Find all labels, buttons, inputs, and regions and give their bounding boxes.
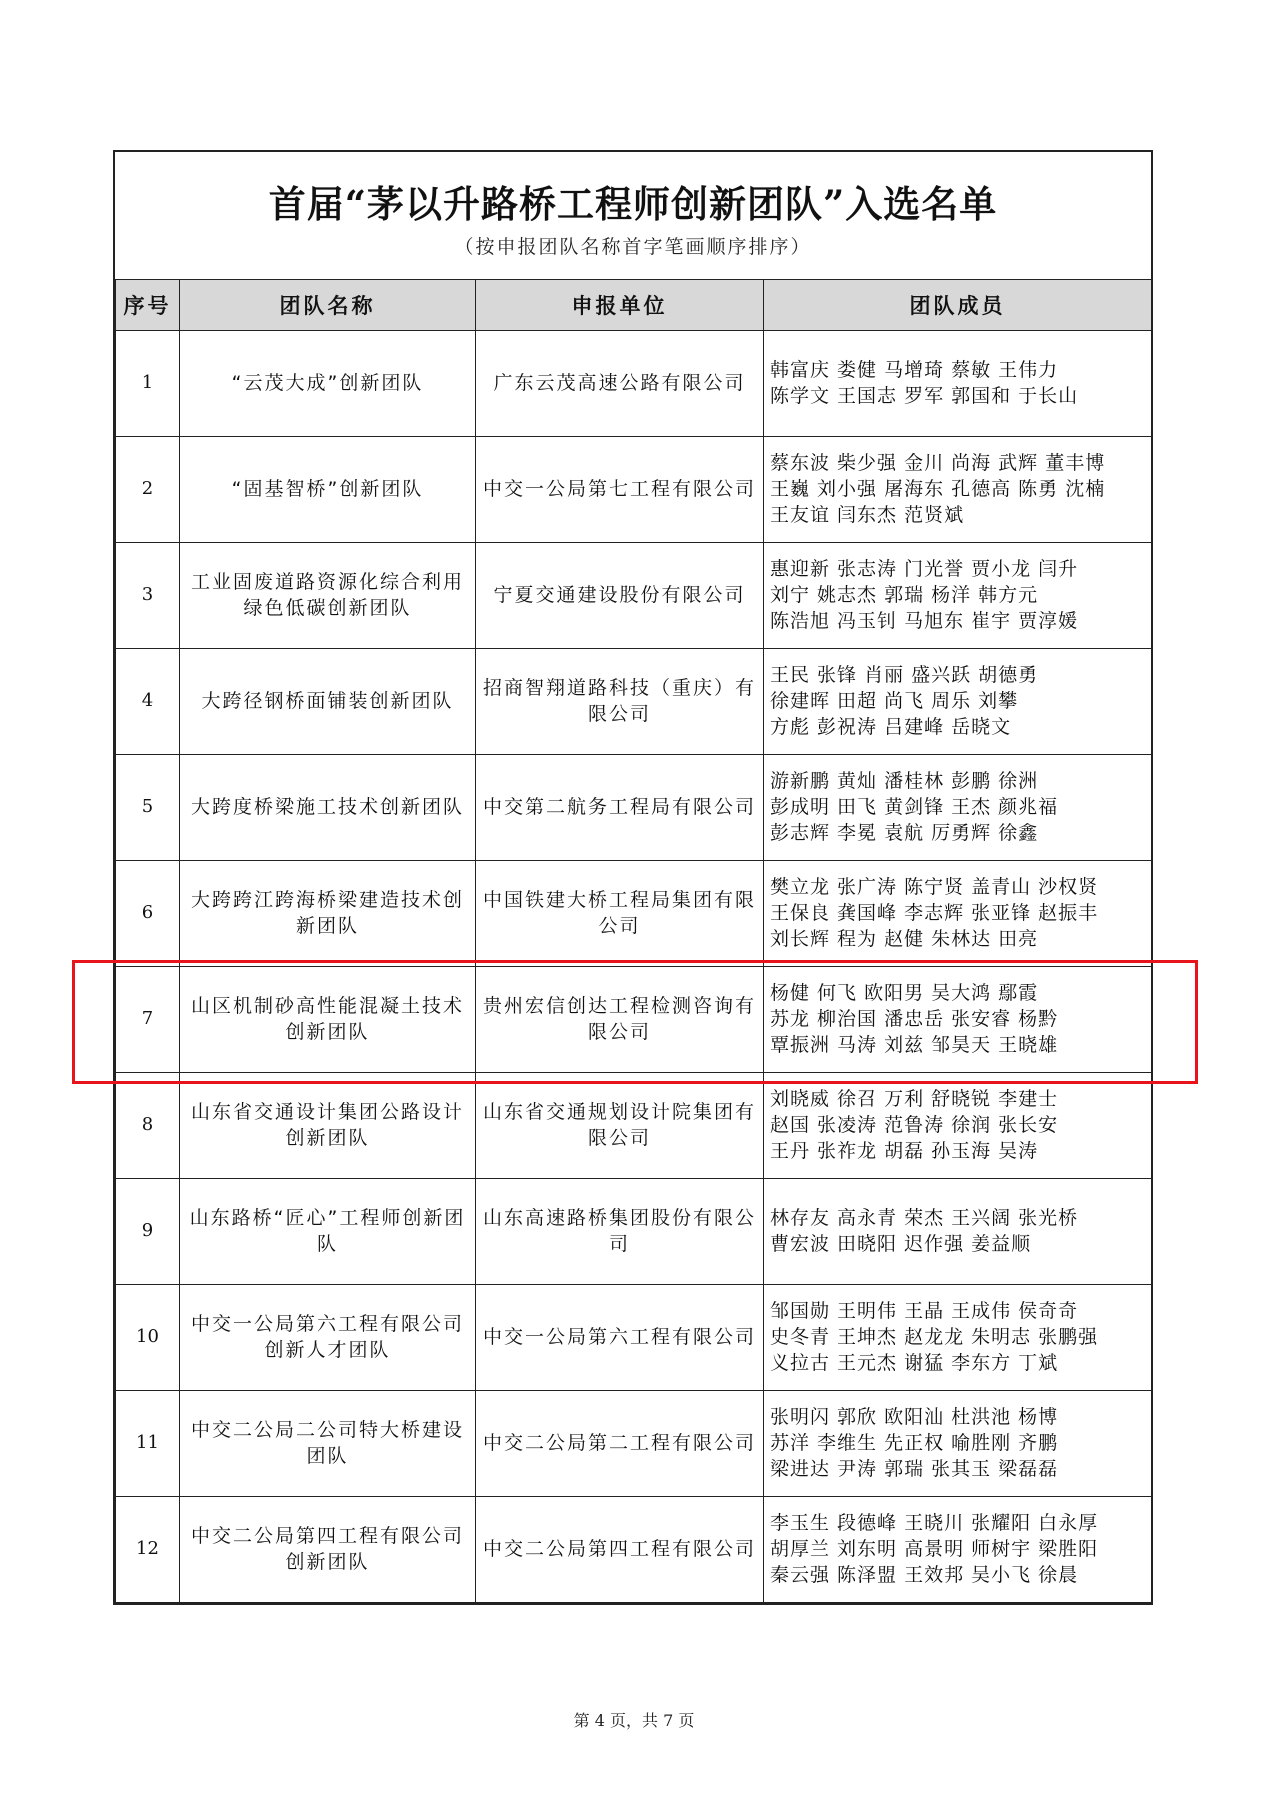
members-cell — [764, 1390, 1152, 1496]
table-row — [116, 1390, 1152, 1496]
members-cell — [764, 860, 1152, 966]
member-line: 义拉古 王元杰 谢猛 李东方 丁斌 — [770, 1352, 1059, 1374]
team-name-cell: 山东路桥“匠心”工程师创新团队 — [180, 1178, 476, 1284]
row-number: 12 — [116, 1496, 180, 1602]
member-line: 彭志辉 李冕 袁航 厉勇辉 徐鑫 — [770, 822, 1039, 844]
unit-cell: 中交一公局第六工程有限公司 — [476, 1284, 764, 1390]
unit-cell: 广东云茂高速公路有限公司 — [476, 330, 764, 436]
row-number: 5 — [116, 754, 180, 860]
member-line: 李玉生 段德峰 王晓川 张耀阳 白永厚 — [770, 1512, 1099, 1534]
member-line: 陈学文 王国志 罗军 郭国和 于长山 — [770, 385, 1079, 407]
member-line: 王友谊 闫东杰 范贤斌 — [770, 504, 965, 526]
table-row — [116, 1178, 1152, 1284]
document-subtitle: （按申报团队名称首字笔画顺序排序） — [454, 236, 812, 258]
unit-cell: 贵州宏信创达工程检测咨询有限公司 — [476, 966, 764, 1072]
table-row — [116, 1284, 1152, 1390]
member-line: 曹宏波 田晓阳 迟作强 姜益顺 — [770, 1233, 1032, 1255]
table-row — [116, 330, 1152, 436]
member-line: 杨健 何飞 欧阳男 吴大鸿 鄢霞 — [770, 982, 1039, 1004]
member-line: 林存友 高永青 荣杰 王兴阔 张光桥 — [770, 1207, 1079, 1229]
member-line: 刘宁 姚志杰 郭瑞 杨洋 韩方元 — [770, 584, 1039, 606]
team-name-cell: “固基智桥”创新团队 — [180, 436, 476, 542]
unit-cell: 中交二公局第四工程有限公司 — [476, 1496, 764, 1602]
table-row — [116, 648, 1152, 754]
member-line: 苏龙 柳治国 潘忠岳 张安睿 杨黔 — [770, 1008, 1059, 1030]
member-line: 张明闪 郭欣 欧阳汕 杜洪池 杨博 — [770, 1406, 1059, 1428]
member-line: 彭成明 田飞 黄剑锋 王杰 颜兆福 — [770, 796, 1059, 818]
member-line: 陈浩旭 冯玉钊 马旭东 崔宇 贾淳媛 — [770, 610, 1079, 632]
table-row — [116, 436, 1152, 542]
highlight-box — [72, 960, 1198, 1084]
document-title: 首届“茅以升路桥工程师创新团队”入选名单 — [268, 182, 998, 226]
row-number: 6 — [116, 860, 180, 966]
header-unit: 申报单位 — [476, 280, 764, 330]
team-name-cell: 山东省交通设计集团公路设计创新团队 — [180, 1072, 476, 1178]
member-line: 赵国 张凌涛 范鲁涛 徐润 张长安 — [770, 1114, 1059, 1136]
member-line: 秦云强 陈泽盟 王效邦 吴小飞 徐晨 — [770, 1564, 1079, 1586]
table-row — [116, 860, 1152, 966]
header-no: 序号 — [116, 280, 180, 330]
members-cell — [764, 1072, 1152, 1178]
member-line: 惠迎新 张志涛 门光誉 贾小龙 闫升 — [770, 558, 1079, 580]
members-cell — [764, 648, 1152, 754]
member-line: 梁进达 尹涛 郭瑞 张其玉 梁磊磊 — [770, 1458, 1059, 1480]
members-cell — [764, 436, 1152, 542]
member-line: 王保良 龚国峰 李志辉 张亚锋 赵振丰 — [770, 902, 1099, 924]
member-line: 蔡东波 柴少强 金川 尚海 武辉 董丰博 — [770, 452, 1106, 474]
member-line: 覃振洲 马涛 刘兹 邹昊天 王晓雄 — [770, 1034, 1059, 1056]
table-row — [116, 754, 1152, 860]
member-line: 方彪 彭祝涛 吕建峰 岳晓文 — [770, 716, 1012, 738]
members-cell — [764, 1496, 1152, 1602]
unit-cell: 中国铁建大桥工程局集团有限公司 — [476, 860, 764, 966]
member-line: 邹国勋 王明伟 王晶 王成伟 侯奇奇 — [770, 1300, 1079, 1322]
header-row — [116, 280, 1152, 330]
member-line: 韩富庆 娄健 马增琦 蔡敏 王伟力 — [770, 359, 1059, 381]
selection-list-table — [113, 150, 1153, 1605]
unit-cell: 中交第二航务工程局有限公司 — [476, 754, 764, 860]
members-cell — [764, 1178, 1152, 1284]
page-footer: 第 4 页，共 7 页 — [573, 1711, 695, 1730]
row-number: 10 — [116, 1284, 180, 1390]
member-line: 苏洋 李维生 先正权 喻胜刚 齐鹏 — [770, 1432, 1059, 1454]
row-number: 9 — [116, 1178, 180, 1284]
team-name-cell: 工业固废道路资源化综合利用绿色低碳创新团队 — [180, 542, 476, 648]
member-line: 王丹 张祚龙 胡磊 孙玉海 吴涛 — [770, 1140, 1039, 1162]
team-name-cell: 大跨度桥梁施工技术创新团队 — [180, 754, 476, 860]
table-row — [116, 1496, 1152, 1602]
row-number: 7 — [116, 966, 180, 1072]
members-cell — [764, 330, 1152, 436]
unit-cell: 山东省交通规划设计院集团有限公司 — [476, 1072, 764, 1178]
member-line: 史冬青 王坤杰 赵龙龙 朱明志 张鹏强 — [770, 1326, 1099, 1348]
member-line: 徐建晖 田超 尚飞 周乐 刘攀 — [770, 690, 1019, 712]
header-members: 团队成员 — [764, 280, 1152, 330]
member-line: 游新鹏 黄灿 潘桂林 彭鹏 徐洲 — [770, 770, 1039, 792]
unit-cell: 招商智翔道路科技（重庆）有限公司 — [476, 648, 764, 754]
row-number: 3 — [116, 542, 180, 648]
team-name-cell: 中交二公局二公司特大桥建设团队 — [180, 1390, 476, 1496]
team-name-cell: “云茂大成”创新团队 — [180, 330, 476, 436]
members-cell — [764, 754, 1152, 860]
team-name-cell: 山区机制砂高性能混凝土技术创新团队 — [180, 966, 476, 1072]
table-row — [116, 1072, 1152, 1178]
team-name-cell: 大跨跨江跨海桥梁建造技术创新团队 — [180, 860, 476, 966]
row-number: 2 — [116, 436, 180, 542]
row-number: 4 — [116, 648, 180, 754]
team-name-cell: 中交一公局第六工程有限公司创新人才团队 — [180, 1284, 476, 1390]
member-line: 胡厚兰 刘东明 高景明 师树宇 梁胜阳 — [770, 1538, 1099, 1560]
table-row — [116, 542, 1152, 648]
unit-cell: 山东高速路桥集团股份有限公司 — [476, 1178, 764, 1284]
unit-cell: 中交一公局第七工程有限公司 — [476, 436, 764, 542]
row-number: 8 — [116, 1072, 180, 1178]
row-number: 11 — [116, 1390, 180, 1496]
unit-cell: 宁夏交通建设股份有限公司 — [476, 542, 764, 648]
title-block — [115, 152, 1151, 280]
team-table — [115, 280, 1152, 1603]
row-number: 1 — [116, 330, 180, 436]
team-name-cell: 大跨径钢桥面铺装创新团队 — [180, 648, 476, 754]
unit-cell: 中交二公局第二工程有限公司 — [476, 1390, 764, 1496]
members-cell — [764, 1284, 1152, 1390]
team-name-cell: 中交二公局第四工程有限公司创新团队 — [180, 1496, 476, 1602]
member-line: 樊立龙 张广涛 陈宁贤 盖青山 沙权贤 — [770, 876, 1099, 898]
members-cell — [764, 542, 1152, 648]
member-line: 王巍 刘小强 屠海东 孔德高 陈勇 沈楠 — [770, 478, 1106, 500]
member-line: 王民 张锋 肖丽 盛兴跃 胡德勇 — [770, 664, 1039, 686]
member-line: 刘长辉 程为 赵健 朱林达 田亮 — [770, 928, 1039, 950]
member-line: 刘晓威 徐召 万利 舒晓锐 李建士 — [770, 1088, 1059, 1110]
header-team-name: 团队名称 — [180, 280, 476, 330]
